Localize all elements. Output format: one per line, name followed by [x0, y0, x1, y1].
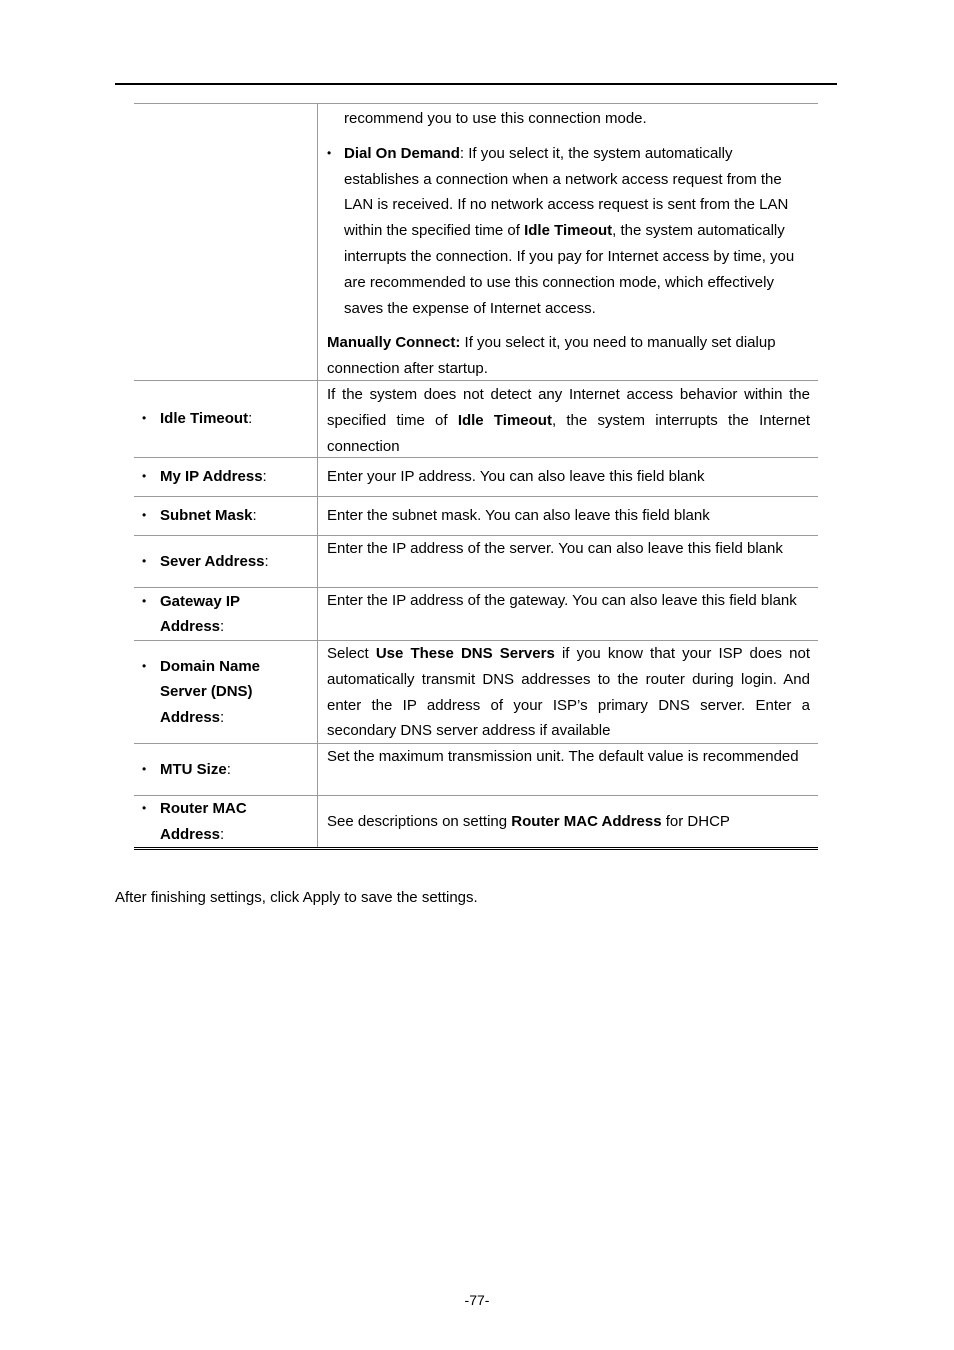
bullet-icon: •: [142, 508, 147, 523]
bullet-icon: •: [142, 411, 147, 426]
desc-cell: See descriptions on setting Router MAC Address for DHCP: [327, 812, 730, 830]
after-text: After finishing settings, click Apply to save the settings.: [115, 889, 478, 906]
label-cell: • MTU Size:: [134, 744, 318, 795]
page-number: -77-: [464, 1292, 490, 1308]
desc-cell: Enter your IP address. You can also leave this field blank: [327, 468, 705, 486]
bullet-icon: •: [142, 761, 147, 776]
table-row: [134, 380, 818, 457]
label-cell: • Sever Address:: [134, 536, 318, 587]
parameter-table: [134, 103, 818, 850]
label-cell: • Router MAC Address:: [134, 796, 318, 847]
table-row: [134, 640, 818, 743]
desc-cell: Enter the subnet mask. You can also leave this field blank: [327, 507, 710, 525]
table-row: [134, 535, 818, 587]
desc-cell: Enter the IP address of the server. You can also leave this field blank: [327, 540, 783, 557]
table-row: [134, 103, 818, 380]
table-bottom-rule: [134, 847, 818, 850]
bullet-icon: •: [142, 553, 147, 568]
table-row: [134, 795, 818, 847]
dial-on-demand-item: • Dial On Demand: If you select it, the system automatically establishes a connection when a network access request from the LAN is received. If no network access request is sent from the LAN within the specified time of Idle Timeout, the system automatically interrupts the connection. If you pay for Internet access by time, you are recommended to use this connection mode, which effectively saves the expense of Internet access.: [327, 141, 810, 322]
manually-connect-item: Manually Connect: If you select it, you need to manually set dialup connection after startup.: [327, 334, 776, 378]
label-cell: • Gateway IP Address:: [134, 588, 318, 640]
label-cell: • Idle Timeout:: [134, 381, 318, 457]
bullet-icon: •: [327, 145, 332, 160]
desc-cell: Select Use These DNS Servers if you know that your ISP does not automatically transmit DNS addresses to the router during login. And enter the IP address of your ISP’s primary DNS server. Enter a secondary DNS server address if available: [327, 645, 811, 740]
desc-cell: [318, 104, 818, 380]
header-rule: [115, 83, 837, 85]
bullet-icon: •: [142, 469, 147, 484]
table-row: [134, 587, 818, 640]
bullet-icon: •: [142, 801, 147, 815]
bullet-icon: •: [142, 658, 147, 673]
table-row: [134, 496, 818, 535]
table-row: [134, 743, 818, 795]
desc-cell: Set the maximum transmission unit. The default value is recommended: [327, 748, 799, 765]
desc-cell: Enter the IP address of the gateway. You can also leave this field blank: [327, 592, 797, 609]
label-cell: • Domain Name Server (DNS) Address:: [134, 641, 318, 743]
continuation-line: recommend you to use this connection mode.: [344, 110, 647, 127]
label-cell: • Subnet Mask:: [134, 497, 318, 535]
label-cell: • My IP Address:: [134, 458, 318, 496]
bullet-icon: •: [142, 593, 147, 608]
label-cell: [134, 104, 318, 380]
table-row: [134, 457, 818, 496]
desc-cell: If the system does not detect any Internet access behavior within the specified time of Idle Timeout, the system interrupts the Internet connection: [327, 386, 810, 455]
